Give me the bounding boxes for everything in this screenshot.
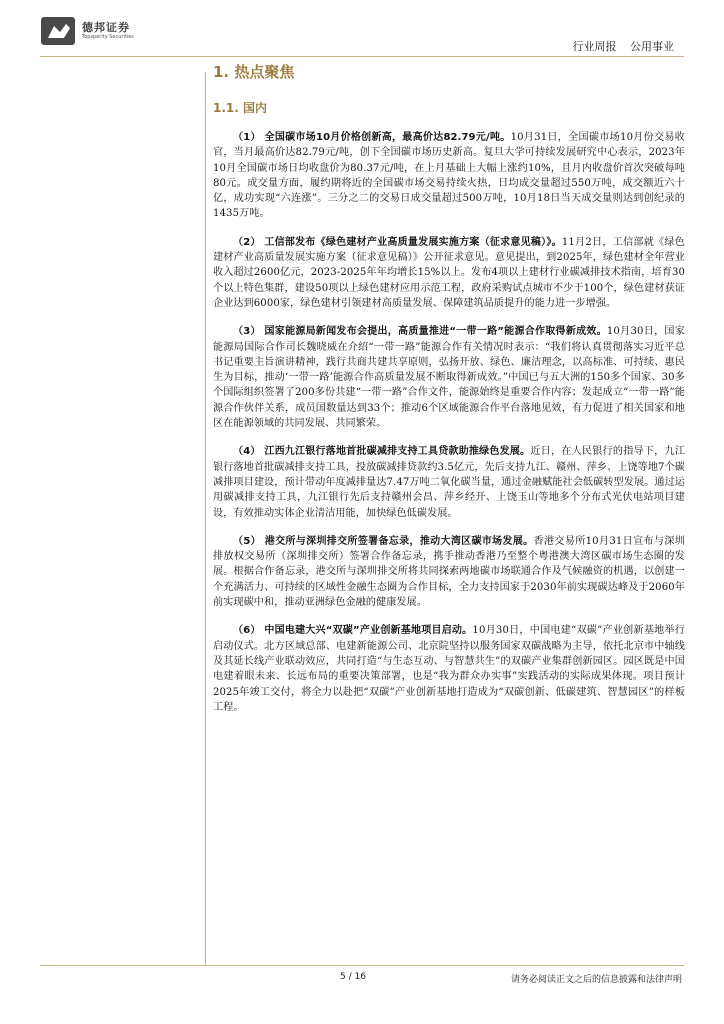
news-item [213,130,685,222]
news-item-lead: （1） 全国碳市场10月价格创新高，最高价达82.79元/吨。 [233,132,511,143]
news-item [213,235,685,311]
news-item-body: 10月30日，中国电建“双碳”产业创新基地举行启动仪式。北方区域总部、电建新能源公司、北京院坚持以服务国家双碳战略为主导，依托北京市中轴线及其延长线产业联动效应，共同打造“与生态互动、与智慧共生”的双碳产业集群创新园区。园区既是中国电建着眼未来、长远布局的重要决策部署，也是“我为群众办实事”实践活动的实际成果体现。项目预计2025年竣工交付，将全力以赴把“双碳”产业创新基地打造成为“双碳创新、低碳建筑、智慧园区”的样板工程。 [213,625,685,713]
company-logo [40,16,160,46]
news-item [213,623,685,715]
industry-tag: 公用事业 [630,40,674,53]
logo-icon [40,16,78,46]
section-title: 1. 热点聚焦 [213,63,295,81]
news-item-lead: （2） 工信部发布《绿色建材产业高质量发展实施方案（征求意见稿）》。 [233,236,562,248]
news-item-body: 11月2日，工信部就《绿色建材产业高质量发展实施方案（征求意见稿）》公开征求意见。意见提出，到2025年，绿色建材全年营业收入超过2600亿元，2023-2025年年均增长15%以上。发布4项以上建材行业碳减排技术指南，培育30个以上特色集群，建设50项以上绿色建材应用示范工程，政府采购试点城市不少于100个，绿色建材获证企业达到6000家，绿色建材引领建材高质量发展、保障建筑品质提升的能力进一步增强。 [213,236,685,309]
report-type: 行业周报 [572,40,617,53]
header-divider [40,56,684,57]
logo-english: Topsperity Securities [82,34,134,40]
section-subtitle: 1.1. 国内 [213,101,267,115]
footer-divider [40,965,684,966]
news-item-body: 近日，在人民银行的指导下，九江银行落地首批碳减排支持工具，投放碳减排贷款约3.5亿元，先后支持九江、赣州、萍乡、上饶等地7个碳减排项目建设，预计带动年度减排量达7.47万吨二氧化碳当量，通过金融赋能社会低碳转型发展。通过运用碳减排支持工具，九江银行先后支持赣州会昌、萍乡经开、上饶玉山等地多个分布式光伏电站项目建设，有效推动实体企业清洁用能，加快绿色低碳发展。 [213,446,685,519]
sidebar-divider [205,72,206,965]
news-item-body: 香港交易所10月31日宣布与深圳排放权交易所（深圳排交所）签署合作备忘录，携手推动香港乃至整个粤港澳大湾区碳市场生态圈的发展。根据合作备忘录，港交所与深圳排交所将共同探索两地碳市场联通合作及气候融资的机遇，以创建一个充满活力、可持续的区域性金融生态圈为合作目标，全力支持国家于2030年前实现碳达峰及于2060年前实现碳中和，推动亚洲绿色金融的健康发展。 [213,535,685,609]
disclaimer-text: 请务必阅读正文之后的信息披露和法律声明 [510,975,682,985]
news-item-lead: （6） 中国电建大兴“双碳”产业创新基地项目启动。 [233,625,473,637]
main-content [213,58,685,728]
news-item [213,534,685,610]
news-item-lead: （4） 江西九江银行落地首批碳减排支持工具贷款助推绿色发展。 [233,446,531,458]
news-item-lead: （5） 港交所与深圳排交所签署备忘录，推动大湾区碳市场发展。 [233,535,534,547]
logo-name: 德邦证券 [82,21,130,34]
news-item [213,324,685,431]
news-item-lead: （3） 国家能源局新闻发布会提出，高质量推进“一带一路”能源合作取得新成效。 [233,326,607,338]
header-tags [563,38,675,54]
page-number: 5 / 16 [340,972,366,982]
news-item-body: 10月31日，全国碳市场10月份交易收官，当月最高价达82.79元/吨，创下全国碳市场历史新高。复旦大学可持续发展研究中心表示，2023年10月全国碳市场日均收盘价为80.37元/吨，在上月基础上大幅上涨约10%，且月内收盘价首次突破每吨80元。成交量方面，履约期将近的全国碳市场交易持续火热，日均成交量超过550万吨，成交额近六十亿，成功实现“六连涨”。三分之二的交易日成交量超过500万吨，10月18日当天成交量则达到创纪录的1435万吨。 [213,132,685,220]
news-item [213,444,685,520]
news-item-body: 10月30日，国家能源局国际合作司长魏晓威在介绍“一带一路”能源合作有关情况时表示：“我们将认真贯彻落实习近平总书记重要主旨演讲精神，践行共商共建共享原则，弘扬开放、绿色、廉洁理念，以高标准、可持续、惠民生为目标，推动‘一带一路’能源合作高质量发展不断取得新成效。”中国已与五大洲的150多个国家、30多个国际组织签署了200多份共建“一带一路”合作文件，能源始终是重要合作内容；发起成立“一带一路”能源合作伙伴关系，成员国数量达到33个；推动6个区域能源合作平台落地见效，有力促进了相关国家和地区在能源领域的共同发展、共同繁荣。 [213,326,685,430]
